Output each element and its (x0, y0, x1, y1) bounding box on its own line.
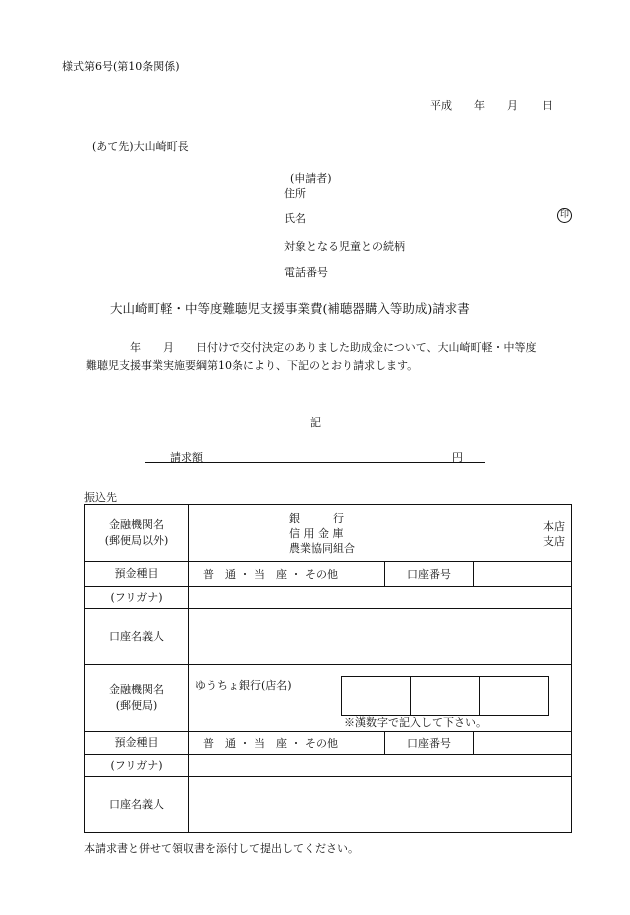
postal-furigana-field[interactable] (189, 755, 572, 777)
addressee: (あて先)大山崎町長 (92, 140, 189, 153)
postal-furigana-label: (フリガナ) (85, 755, 189, 777)
bank-holder-label: 口座名義人 (85, 609, 189, 665)
body-line-2: 難聴児支援事業実施要綱第10条により、下記のとおり請求します。 (86, 359, 419, 372)
yucho-branch-box[interactable] (341, 676, 549, 716)
date-day: 日 (542, 99, 553, 112)
yucho-label: ゆうちょ銀行(店名) (195, 679, 292, 692)
bank-institution-field[interactable] (189, 505, 572, 562)
bank-furigana-label: (フリガナ) (85, 587, 189, 609)
request-amount-field[interactable] (145, 462, 485, 463)
bank-type-shinkin: 信 用 金 庫 (289, 527, 344, 540)
yucho-branch-digit[interactable] (342, 677, 411, 715)
postal-deposit-type-options[interactable]: 普 通 ・ 当 座 ・ その他 (189, 732, 385, 754)
postal-institution-label: 金融機関名 (郵便局) (85, 665, 189, 732)
document-title: 大山崎町軽・中等度難聴児支援事業費(補聴器購入等助成)請求書 (110, 301, 470, 316)
yucho-branch-digit[interactable] (480, 677, 548, 715)
date-line (430, 97, 553, 113)
bank-furigana-field[interactable] (189, 587, 572, 609)
postal-holder-label: 口座名義人 (85, 777, 189, 833)
date-month: 月 (507, 99, 518, 112)
bank-account-number-label: 口座番号 (385, 562, 474, 586)
seal-mark: 印 (557, 208, 572, 223)
bank-type-ginko: 銀 行 (289, 512, 344, 525)
postal-deposit-type-label: 預金種目 (85, 732, 189, 755)
bank-account-number-field[interactable] (474, 562, 571, 586)
bank-deposit-type-options[interactable]: 普 通 ・ 当 座 ・ その他 (189, 562, 385, 586)
name-label: 氏名 (284, 212, 306, 225)
bank-holder-field[interactable] (189, 609, 572, 665)
body-line-1: 年 月 日付けで交付決定のありました助成金について、大山崎町軽・中等度 (130, 341, 537, 354)
phone-label: 電話番号 (284, 266, 328, 279)
applicant-label: (申請者) (290, 172, 332, 185)
bank-institution-label: 金融機関名 (郵便局以外) (85, 505, 189, 562)
date-era: 平成 (430, 99, 452, 112)
transfer-label: 振込先 (84, 491, 117, 504)
form-number: 様式第6号(第10条関係) (62, 60, 180, 73)
yucho-note: ※漢数字で記入して下さい。 (344, 716, 487, 729)
request-amount-label: 請求額 (170, 451, 203, 464)
postal-account-number-field[interactable] (474, 732, 571, 754)
postal-holder-field[interactable] (189, 777, 572, 833)
bank-type-nokyo: 農業協同組合 (289, 542, 355, 555)
date-year: 年 (474, 99, 485, 112)
branch-main: 本店 (543, 520, 565, 533)
postal-account-number-label: 口座番号 (385, 732, 474, 754)
address-label: 住所 (284, 187, 306, 200)
branch-sub: 支店 (543, 535, 565, 548)
footer-note: 本請求書と併せて領収書を添付して提出してください。 (84, 842, 359, 855)
ki-heading: 記 (310, 416, 321, 429)
request-amount-unit: 円 (452, 451, 463, 464)
yucho-branch-digit[interactable] (411, 677, 480, 715)
transfer-table (84, 504, 572, 833)
bank-deposit-type-label: 預金種目 (85, 562, 189, 587)
postal-institution-field (189, 665, 572, 732)
bank-types (289, 511, 355, 556)
branch-types (543, 519, 565, 549)
relationship-label: 対象となる児童との続柄 (284, 240, 405, 253)
